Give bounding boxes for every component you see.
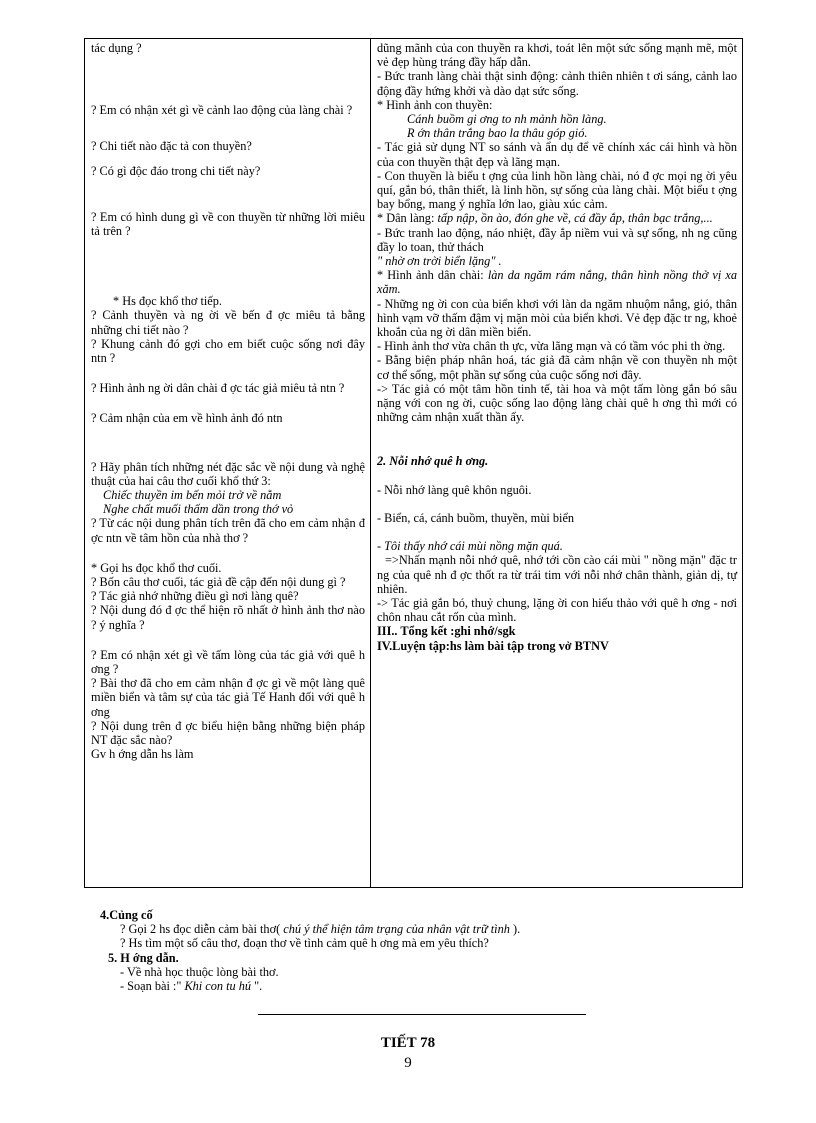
right-paragraph — [377, 211, 737, 225]
section5-line2: - Soạn bài :" Khi con tu hú ". — [120, 979, 263, 994]
right-paragraph-lead: * Dân làng: — [377, 211, 438, 226]
section4-line2: ? Hs tìm một số câu thơ, đoạn thơ về tình cảm quê h ơng mà em yêu thích? — [120, 936, 489, 951]
left-paragraph: ? Cảm nhận của em về hình ảnh đó ntn — [91, 411, 283, 426]
left-paragraph: ? Hãy phân tích những nét đặc sắc về nội dung và nghệ thuật của hai câu thơ cuối khổ thứ 3: — [91, 459, 365, 488]
right-paragraph: Cánh buồm gi ơng to nh mảnh hồn làng. — [407, 112, 607, 127]
italic-emphasis: làn da ngăm rám nắng, thân hình nồng thở vị xa xăm. — [377, 268, 737, 297]
section4-title: 4.Củng cố — [100, 908, 153, 922]
left-paragraph: tác dụng ? — [91, 41, 142, 55]
lesson-period-heading: TIẾT 78 — [380, 1035, 436, 1051]
italic-emphasis: tấp nập, ồn ào, đón ghe về, cá đầy ắp, thân bạc trắng,... — [437, 211, 713, 226]
right-paragraph: =>Nhấn mạnh nỗi nhớ quê, nhớ tới cồn cào cái mùi " nồng mặn" đặc tr ng của quê nh đ ợc thốt ra từ trái tim với nỗi nhớ chân thành, giản dị, tự nhiên. — [377, 553, 737, 596]
lesson-table-row — [85, 39, 743, 888]
questions-column — [85, 39, 371, 888]
left-paragraph: ? Bài thơ đã cho em cảm nhận đ ợc gì về một làng quê miền biển và tâm sự của tác giả Tế Hanh đối với quê h ơng — [91, 676, 365, 719]
left-paragraph: ? Em có nhận xét gì về tấm lòng của tác giả với quê h ơng ? — [91, 647, 365, 677]
right-paragraph: - Bức tranh lao động, náo nhiệt, đầy ắp niềm vui và sự sống, nh ng cũng đầy lo toan, thử thách — [377, 225, 737, 254]
left-paragraph: * Hs đọc khổ thơ tiếp. — [113, 294, 222, 309]
separator-line — [258, 1014, 586, 1015]
right-paragraph: - Biển, cá, cánh buồm, thuyền, mùi biển — [377, 510, 575, 525]
right-paragraph: - Nỗi nhớ làng quê khôn nguôi. — [377, 482, 532, 497]
left-paragraph: ? Em có nhận xét gì về cảnh lao động của làng chài ? — [91, 103, 353, 118]
right-paragraph: -> Tác giả gắn bó, thuỷ chung, lặng ời con hiếu thảo với quê h ơng - nơi chôn nhau cắt rốn của mình. — [377, 595, 737, 625]
left-paragraph: ? Hình ảnh ng ời dân chài đ ợc tác giả miêu tả ntn ? — [91, 381, 345, 396]
left-paragraph: ? Cảnh thuyền và ng ời về bến đ ợc miêu tả bằng những chi tiết nào ? — [91, 308, 365, 337]
lesson-footer — [100, 908, 720, 993]
right-paragraph: - Tác giả sử dụng NT so sánh và ẩn dụ để vẽ chính xác cái hình và hồn của con thuyền thật đẹp và lãng mạn. — [377, 140, 737, 169]
left-paragraph: Nghe chất muối thấm dần trong thớ vỏ — [103, 502, 294, 517]
right-paragraph: R ớn thân trắng bao la thâu góp gió. — [407, 126, 588, 141]
right-paragraph: IV.Luyện tập:hs làm bài tập trong vở BTNV — [377, 638, 609, 653]
right-paragraph: - Tôi thấy nhớ cái mùi nồng mặn quá. — [377, 539, 563, 554]
right-paragraph: dũng mãnh của con thuyền ra khơi, toát lên một sức sống mạnh mẽ, một vẻ đẹp hùng tráng đầy hấp dẫn. — [377, 41, 737, 70]
section5-title: 5. H ớng dẫn. — [108, 950, 179, 965]
right-paragraph: - Bức tranh làng chài thật sinh động: cảnh thiên nhiên t ơi sáng, cảnh lao động đầy hứng khởi và dào dạt sức sống. — [377, 69, 737, 98]
left-paragraph: ? Bốn câu thơ cuối, tác giả đề cập đến nội dung gì ? — [91, 575, 346, 590]
left-paragraph: ? Có gì độc đáo trong chi tiết này? — [91, 163, 261, 178]
right-paragraph-lead: * Hình ảnh dân chài: — [377, 268, 488, 283]
right-paragraph: - Những ng ời con của biển khơi với làn da ngăm nhuộm nắng, gió, thân hình vạm vỡ thấm đậm vị mặn mòi của biển khơi. Vẻ đẹp đặc tr ng, khoẻ khoắn của ng ời dân miền biển. — [377, 296, 737, 340]
right-paragraph: -> Tác giả có một tâm hồn tinh tế, tài hoa và một tấm lòng gắn bó sâu nặng với con ng ời, cuộc sống lao động làng chài quê h ơng thì mới có những cảm nhận xuất thần ấy. — [377, 381, 737, 425]
left-paragraph: ? Nội dung trên đ ợc biểu hiện bằng những biện pháp NT đặc sắc nào? — [91, 718, 365, 748]
section5-line1: - Về nhà học thuộc lòng bài thơ. — [120, 964, 279, 979]
left-paragraph: ? Từ các nội dung phân tích trên đã cho em cảm nhận đ ợc ntn về tâm hồn của nhà thơ ? — [91, 516, 365, 545]
left-paragraph: Chiếc thuyền im bến mỏi trở về nằm — [103, 488, 282, 503]
right-paragraph: - Bằng biện pháp nhân hoá, tác giả đã cảm nhận về con thuyền nh một cơ thể sống, một phần sự sống của cuộc sống nơi đây. — [377, 353, 737, 382]
right-paragraph: - Hình ảnh thơ vừa chân th ực, vừa lãng mạn và có tầm vóc phi th ờng. — [377, 339, 726, 354]
page-number: 9 — [404, 1055, 412, 1071]
right-paragraph: 2. Nỗi nhớ quê h ơng. — [377, 454, 489, 469]
section4-line1: ? Gọi 2 hs đọc diễn cảm bài thơ( chú ý thể hiện tâm trạng của nhân vật trữ tình ). — [120, 922, 521, 937]
left-paragraph: ? Nội dung đó đ ợc thể hiện rõ nhất ở hình ảnh thơ nào ? ý nghĩa ? — [91, 603, 365, 632]
left-paragraph: Gv h ớng dẫn hs làm — [91, 747, 194, 762]
right-paragraph: * Hình ảnh con thuyền: — [377, 97, 493, 112]
lesson-table — [84, 38, 743, 888]
answers-column — [371, 39, 743, 888]
right-paragraph — [377, 268, 737, 296]
right-paragraph: - Con thuyền là biểu t ợng của linh hồn làng chài, nó đ ợc mọi ng ời yêu quí, gắn bó, thân thiết, là linh hồn, sự sống của làng chài. Một biểu t ợng bay bổng, mang ý nghĩa lớn lao, giàu xúc cảm. — [377, 168, 737, 212]
left-paragraph: ? Khung cảnh đó gợi cho em biết cuộc sống nơi đây ntn ? — [91, 336, 365, 366]
left-paragraph: ? Chi tiết nào đặc tả con thuyền? — [91, 139, 252, 154]
left-paragraph: ? Em có hình dung gì về con thuyền từ những lời miêu tả trên ? — [91, 209, 365, 239]
right-paragraph: " nhờ ơn trời biển lặng" . — [377, 254, 502, 269]
left-paragraph: * Gọi hs đọc khổ thơ cuối. — [91, 560, 222, 575]
right-paragraph: III.. Tổng kết :ghi nhớ/sgk — [377, 624, 516, 639]
left-paragraph: ? Tác giả nhớ những điều gì nơi làng quê? — [91, 589, 299, 604]
